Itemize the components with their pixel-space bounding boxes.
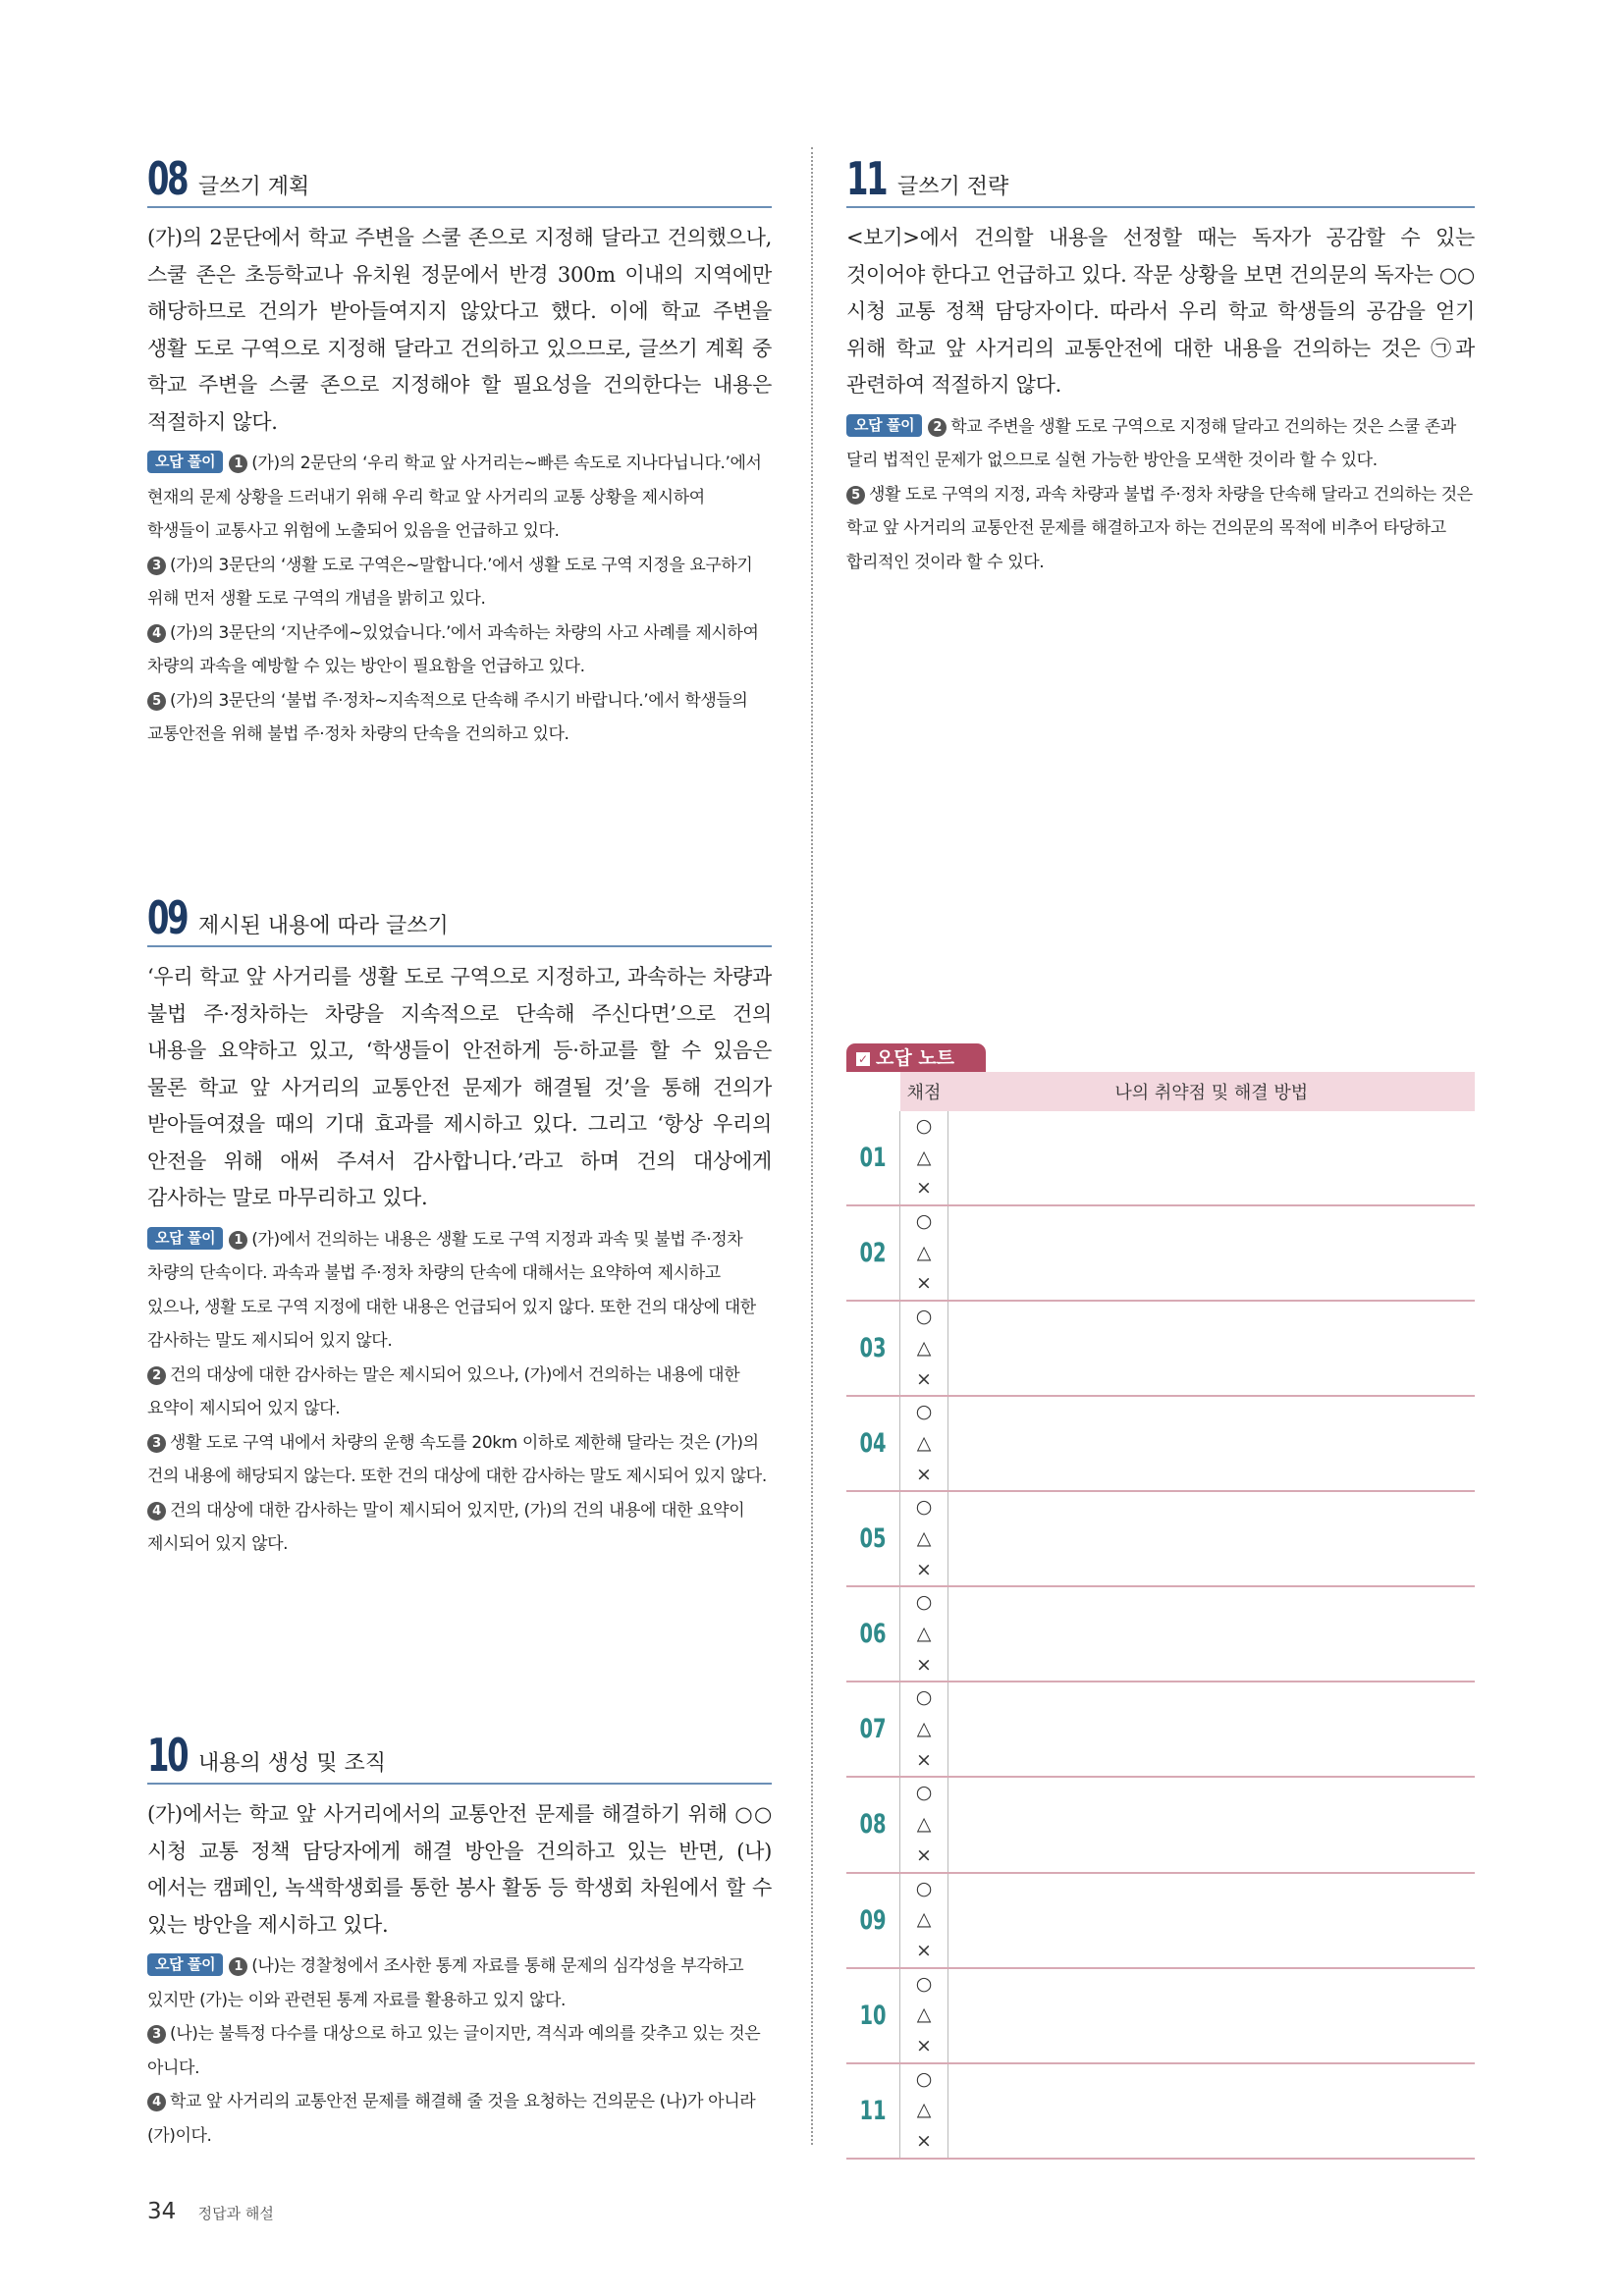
explanation-item — [147, 684, 772, 752]
question-header — [147, 888, 772, 947]
note-row — [846, 1873, 1475, 1968]
circle-mark[interactable]: ○ — [915, 1877, 933, 1899]
choice-number-icon: 5 — [846, 486, 865, 505]
note-method-cell[interactable] — [948, 1586, 1476, 1682]
cross-mark[interactable]: × — [916, 1272, 932, 1295]
question-number: 08 — [147, 152, 188, 205]
note-row — [846, 2063, 1475, 2159]
note-header-row — [846, 1072, 1475, 1111]
question-09 — [147, 888, 772, 1562]
question-title: 내용의 생성 및 조직 — [198, 1751, 386, 1776]
choice-number-icon: 3 — [147, 1434, 166, 1453]
triangle-mark[interactable]: △ — [916, 1146, 932, 1168]
wrong-answer-badge: 오답 풀이 — [147, 1227, 223, 1250]
explanation-text: (가)의 3문단의 ‘생활 도로 구역은~말합니다.’에서 생활 도로 구역 지정을 요구하기 위해 먼저 생활 도로 구역의 개념을 밝히고 있다. — [147, 555, 753, 609]
note-row — [846, 1205, 1475, 1301]
question-11 — [846, 149, 1475, 579]
wrong-answer-badge: 오답 풀이 — [147, 1953, 223, 1976]
explanation-item — [147, 2017, 772, 2085]
note-row — [846, 1396, 1475, 1491]
triangle-mark[interactable]: △ — [916, 2003, 932, 2026]
footer-label: 정답과 해설 — [197, 2205, 274, 2222]
note-row — [846, 1301, 1475, 1396]
note-question-number: 01 — [851, 1111, 894, 1205]
explanation-item — [846, 478, 1475, 580]
wrong-answer-badge: 오답 풀이 — [846, 414, 922, 437]
note-header-method: 나의 취약점 및 해결 방법 — [948, 1072, 1476, 1111]
cross-mark[interactable]: × — [916, 2130, 932, 2152]
circle-mark[interactable]: ○ — [915, 1686, 933, 1709]
cross-mark[interactable]: × — [916, 1748, 932, 1771]
question-08 — [147, 149, 772, 752]
note-score-marks — [900, 1873, 948, 1968]
answer-explanation: (가)에서는 학교 앞 사거리에서의 교통안전 문제를 해결하기 위해 ○○시청 교통 정책 담당자에게 해결 방안을 건의하고 있는 반면, (나)에서는 캠페인, 녹색학생회를 통한 봉사 활동 등 학생회 차원에서 할 수 있는 방안을 제시하고 있다. — [147, 1802, 773, 1937]
page-number: 34 — [147, 2199, 177, 2224]
explanation-item — [147, 447, 772, 549]
choice-number-icon: 3 — [147, 2025, 166, 2044]
cross-mark[interactable]: × — [916, 2034, 932, 2056]
cross-mark[interactable]: × — [916, 1939, 932, 1961]
choice-number-icon: 1 — [229, 454, 247, 473]
note-question-number: 05 — [851, 1491, 894, 1586]
explanation-text: 건의 대상에 대한 감사하는 말은 제시되어 있으나, (가)에서 건의하는 내용에 대한 요약이 제시되어 있지 않다. — [147, 1364, 740, 1418]
note-row — [846, 1777, 1475, 1872]
triangle-mark[interactable]: △ — [916, 1526, 932, 1549]
note-score-marks — [900, 1491, 948, 1586]
question-10 — [147, 1726, 772, 2153]
note-score-marks — [900, 1586, 948, 1682]
note-tab — [846, 1043, 986, 1073]
note-method-cell[interactable] — [948, 1111, 1476, 1205]
explanation-item — [147, 1223, 772, 1359]
explanation-text: 생활 도로 구역의 지정, 과속 차량과 불법 주·정차 차량을 단속해 달라고 건의하는 것은 학교 앞 사거리의 교통안전 문제를 해결하고자 하는 건의문의 목적에 비추어 타당하고 합리적인 것이라 할 수 있다. — [846, 484, 1473, 572]
wrong-answer-notes — [147, 1223, 772, 1562]
explanation-text: 건의 대상에 대한 감사하는 말이 제시되어 있지만, (가)의 건의 내용에 대한 요약이 제시되어 있지 않다. — [147, 1500, 745, 1554]
cross-mark[interactable]: × — [916, 1558, 932, 1580]
choice-number-icon: 1 — [229, 1231, 247, 1250]
check-icon: ✓ — [857, 1052, 869, 1066]
explanation-text: (나)는 불특정 다수를 대상으로 하고 있는 글이지만, 격식과 예의를 갖추고 있는 것은 아니다. — [147, 2024, 761, 2078]
answer-explanation: ‘우리 학교 앞 사거리를 생활 도로 구역으로 지정하고, 과속하는 차량과 불법 주·정차하는 차량을 지속적으로 단속해 주신다면’으로 건의 내용을 요약하고 있고, ‘학생들이 안전하게 등·하교를 할 수 있음은 물론 학교 앞 사거리의 교통안전 문제가 해결될 것’을 통해 건의가 받아들여졌을 때의 기대 효과를 제시하고 있다. 그리고 ‘항상 우리의 안전을 위해 애써 주셔서 감사합니다.’라고 하며 건의 대상에게 감사하는 말로 마무리하고 있다. — [147, 965, 772, 1209]
note-question-number: 07 — [851, 1682, 894, 1777]
triangle-mark[interactable]: △ — [916, 1241, 932, 1263]
note-method-cell[interactable] — [948, 1396, 1476, 1491]
note-question-number: 06 — [851, 1586, 894, 1682]
note-header-score: 채점 — [900, 1072, 948, 1111]
explanation-text: 학교 주변을 생활 도로 구역으로 지정해 달라고 건의하는 것은 스쿨 존과 달리 법적인 문제가 없으므로 실현 가능한 방안을 모색한 것이라 할 수 있다. — [846, 416, 1456, 470]
question-title: 제시된 내용에 따라 글쓰기 — [198, 914, 449, 938]
answer-explanation: <보기>에서 건의할 내용을 선정할 때는 독자가 공감할 수 있는 것이어야 한다고 언급하고 있다. 작문 상황을 보면 건의문의 독자는 ○○시청 교통 정책 담당자이다. 따라서 우리 학교 학생들의 공감을 얻기 위해 학교 앞 사거리의 교통안전에 대한 내용을 건의하는 것은 ㉠과 관련하여 적절하지 않다. — [846, 226, 1475, 397]
circle-mark[interactable]: ○ — [915, 1210, 933, 1233]
choice-number-icon: 4 — [147, 624, 166, 643]
note-score-marks — [900, 1111, 948, 1205]
question-title: 글쓰기 계획 — [198, 175, 310, 199]
wrong-answer-note-table — [846, 1072, 1475, 2160]
triangle-mark[interactable]: △ — [916, 1718, 932, 1740]
question-number: 09 — [147, 891, 188, 944]
note-method-cell[interactable] — [948, 2063, 1476, 2159]
choice-number-icon: 4 — [147, 1502, 166, 1521]
question-header — [147, 1726, 772, 1785]
note-score-marks — [900, 1396, 948, 1491]
note-method-cell[interactable] — [948, 1682, 1476, 1777]
note-score-marks — [900, 1682, 948, 1777]
triangle-mark[interactable]: △ — [916, 1813, 932, 1836]
explanation-text: (가)의 2문단의 ‘우리 학교 앞 사거리는~빠른 속도로 지나다닙니다.’에서 현재의 문제 상황을 드러내기 위해 우리 학교 앞 사거리의 교통 상황을 제시하여 학생들이 교통사고 위험에 노출되어 있음을 언급하고 있다. — [147, 454, 762, 541]
wrong-answer-notes — [147, 447, 772, 752]
column-divider — [811, 147, 813, 2145]
explanation-item — [147, 1359, 772, 1426]
triangle-mark[interactable]: △ — [916, 1623, 932, 1644]
explanation-text: (가)의 3문단의 ‘지난주에~있었습니다.’에서 과속하는 차량의 사고 사례를 제시하여 차량의 과속을 예방할 수 있는 방안이 필요함을 언급하고 있다. — [147, 622, 759, 676]
explanation-item — [147, 549, 772, 616]
circle-mark[interactable]: ○ — [915, 1401, 933, 1423]
note-method-cell[interactable] — [948, 1968, 1476, 2063]
wrong-answer-badge: 오답 풀이 — [147, 451, 223, 473]
note-tab-label: 오답 노트 — [876, 1047, 955, 1069]
circle-mark[interactable]: ○ — [915, 1782, 933, 1804]
note-method-cell[interactable] — [948, 1873, 1476, 1968]
note-row — [846, 1586, 1475, 1682]
explanation-text: 생활 도로 구역 내에서 차량의 운행 속도를 20km 이하로 제한해 달라는 것은 (가)의 건의 내용에 해당되지 않는다. 또한 건의 대상에 대한 감사하는 말도 제시되어 있지 않다. — [147, 1432, 767, 1486]
explanation-text: (가)의 3문단의 ‘불법 주·정차~지속적으로 단속해 주시기 바랍니다.’에서 학생들의 교통안전을 위해 불법 주·정차 차량의 단속을 건의하고 있다. — [147, 690, 748, 744]
circle-mark[interactable]: ○ — [915, 1115, 933, 1137]
explanation-item — [147, 1494, 772, 1562]
cross-mark[interactable]: × — [916, 1653, 932, 1676]
note-score-marks — [900, 1205, 948, 1301]
question-header — [846, 149, 1475, 208]
note-question-number: 09 — [851, 1873, 894, 1968]
explanation-text: (나)는 경찰청에서 조사한 통계 자료를 통해 문제의 심각성을 부각하고 있지만 (가)는 이와 관련된 통계 자료를 활용하고 있지 않다. — [147, 1956, 744, 2010]
choice-number-icon: 1 — [229, 1957, 247, 1976]
question-header — [147, 149, 772, 208]
note-body — [846, 1111, 1475, 2159]
note-row — [846, 1111, 1475, 1205]
explanation-item — [147, 2085, 772, 2153]
wrong-answer-notes — [846, 410, 1475, 580]
circle-mark[interactable]: ○ — [915, 1591, 933, 1614]
note-question-number: 08 — [851, 1777, 894, 1872]
note-header-blank — [846, 1072, 900, 1111]
note-method-cell[interactable] — [948, 1777, 1476, 1872]
note-question-number: 11 — [851, 2063, 894, 2159]
explanation-item — [147, 1949, 772, 2017]
question-number: 11 — [846, 152, 887, 205]
note-question-number: 10 — [851, 1968, 894, 2063]
note-question-number: 02 — [851, 1205, 894, 1301]
note-row — [846, 1682, 1475, 1777]
explanation-text: (가)에서 건의하는 내용은 생활 도로 구역 지정과 과속 및 불법 주·정차 차량의 단속이다. 과속과 불법 주·정차 차량의 단속에 대해서는 요약하여 제시하고 있으나, 생활 도로 구역 지정에 대한 내용은 언급되어 있지 않다. 또한 건의 대상에 대한 감사하는 말도 제시되어 있지 않다. — [147, 1229, 756, 1351]
answer-explanation: (가)의 2문단에서 학교 주변을 스쿨 존으로 지정해 달라고 건의했으나, 스쿨 존은 초등학교나 유치원 정문에서 반경 300m 이내의 지역에만 해당하므로 건의가 받아들여지지 않았다고 했다. 이에 학교 주변을 생활 도로 구역으로 지정해 달라고 건의하고 있으므로, 글쓰기 계획 중 학교 주변을 스쿨 존으로 지정해야 할 필요성을 건의한다는 내용은 적절하지 않다. — [147, 226, 772, 434]
triangle-mark[interactable]: △ — [916, 2099, 932, 2121]
wrong-answer-notes — [147, 1949, 772, 2153]
note-question-number: 04 — [851, 1396, 894, 1491]
note-method-cell[interactable] — [948, 1301, 1476, 1396]
explanation-item — [147, 616, 772, 684]
triangle-mark[interactable]: △ — [916, 1431, 932, 1454]
question-title: 글쓰기 전략 — [897, 175, 1009, 199]
circle-mark[interactable]: ○ — [915, 2067, 933, 2090]
note-method-cell[interactable] — [948, 1205, 1476, 1301]
choice-number-icon: 2 — [928, 418, 947, 437]
circle-mark[interactable]: ○ — [915, 1306, 933, 1328]
choice-number-icon: 4 — [147, 2093, 166, 2111]
circle-mark[interactable]: ○ — [915, 1972, 933, 1995]
explanation-item — [147, 1426, 772, 1494]
cross-mark[interactable]: × — [916, 1367, 932, 1390]
note-row — [846, 1968, 1475, 2063]
note-score-marks — [900, 2063, 948, 2159]
note-score-marks — [900, 1968, 948, 2063]
triangle-mark[interactable]: △ — [916, 1336, 932, 1359]
cross-mark[interactable]: × — [916, 1463, 932, 1485]
explanation-text: 학교 앞 사거리의 교통안전 문제를 해결해 줄 것을 요청하는 건의문은 (나)가 아니라 (가)이다. — [147, 2092, 756, 2146]
triangle-mark[interactable]: △ — [916, 1908, 932, 1931]
explanation-item — [846, 410, 1475, 478]
page-footer — [147, 2199, 274, 2224]
note-score-marks — [900, 1301, 948, 1396]
choice-number-icon: 5 — [147, 692, 166, 711]
cross-mark[interactable]: × — [916, 1177, 932, 1200]
note-row — [846, 1491, 1475, 1586]
question-number: 10 — [147, 1729, 188, 1782]
choice-number-icon: 2 — [147, 1366, 166, 1385]
cross-mark[interactable]: × — [916, 1843, 932, 1866]
circle-mark[interactable]: ○ — [915, 1496, 933, 1519]
choice-number-icon: 3 — [147, 557, 166, 575]
note-question-number: 03 — [851, 1301, 894, 1396]
note-score-marks — [900, 1777, 948, 1872]
note-method-cell[interactable] — [948, 1491, 1476, 1586]
